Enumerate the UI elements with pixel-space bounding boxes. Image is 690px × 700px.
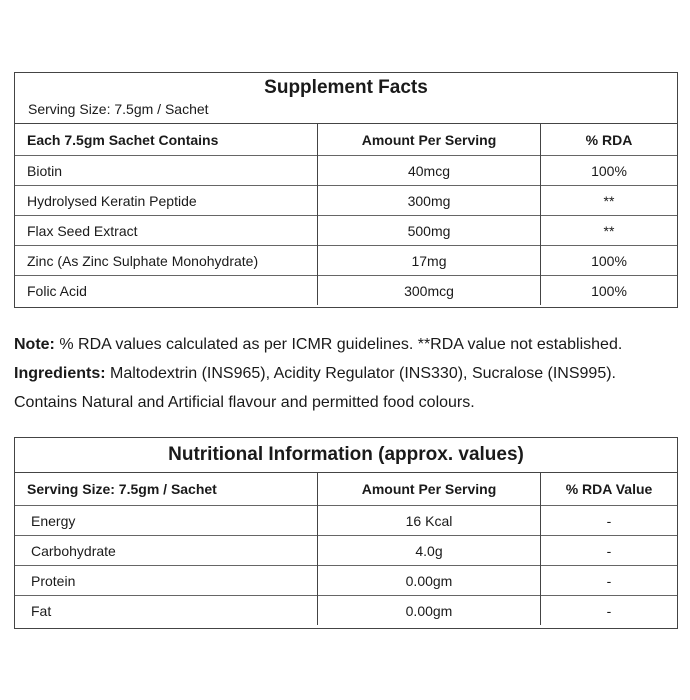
table-row <box>15 186 677 216</box>
column-header-amount: Amount Per Serving <box>318 124 541 156</box>
note-text: % RDA values calculated as per ICMR guidelines. **RDA value not established. <box>54 336 623 353</box>
ingredient-rda: 100% <box>541 246 678 276</box>
table-row <box>15 216 677 246</box>
ingredient-rda: 100% <box>541 276 678 306</box>
column-header-rda: % RDA <box>541 124 678 156</box>
ingredient-name: Zinc (As Zinc Sulphate Monohydrate) <box>15 246 318 276</box>
note-label: Note: <box>14 336 55 353</box>
ingredient-amount: 40mcg <box>318 156 541 186</box>
supplement-facts-header <box>15 73 677 124</box>
nutritional-information-title: Nutritional Information (approx. values) <box>15 438 677 473</box>
contains-line: Contains Natural and Artificial flavour and permitted food colours. <box>14 394 475 411</box>
ingredient-name: Biotin <box>15 156 318 186</box>
table-row <box>15 506 677 536</box>
table-header-row <box>15 124 677 156</box>
ingredient-amount: 300mcg <box>318 276 541 306</box>
ingredients-label: Ingredients: <box>14 365 106 382</box>
ingredient-rda: ** <box>541 186 678 216</box>
nutrient-name: Energy <box>15 506 318 536</box>
nutrient-name: Protein <box>15 566 318 596</box>
nutrient-name: Carbohydrate <box>15 536 318 566</box>
ingredients-text: Maltodextrin (INS965), Acidity Regulator (INS330), Sucralose (INS995). <box>105 365 616 382</box>
table-row <box>15 566 677 596</box>
serving-size-label: Serving Size: 7.5gm / Sachet <box>28 101 209 117</box>
nutrient-amount: 4.0g <box>318 536 541 566</box>
nutrient-rda: - <box>541 506 678 536</box>
nutritional-information-table <box>15 473 677 625</box>
nutrient-amount: 0.00gm <box>318 596 541 626</box>
supplement-facts-panel <box>14 72 678 308</box>
nutrient-amount: 16 Kcal <box>318 506 541 536</box>
ingredient-rda: ** <box>541 216 678 246</box>
ingredient-name: Hydrolysed Keratin Peptide <box>15 186 318 216</box>
ingredients-line <box>14 359 684 388</box>
table-row <box>15 596 677 626</box>
rda-note <box>14 330 684 359</box>
column-header-contents: Each 7.5gm Sachet Contains <box>27 131 219 148</box>
ingredient-amount: 300mg <box>318 186 541 216</box>
supplement-facts-title: Supplement Facts <box>264 77 428 98</box>
nutrient-rda: - <box>541 596 678 626</box>
ingredient-name: Flax Seed Extract <box>15 216 318 246</box>
table-row <box>15 246 677 276</box>
column-header-rda-value: % RDA Value <box>541 473 678 506</box>
table-row <box>15 156 677 186</box>
ingredient-name: Folic Acid <box>15 276 318 306</box>
supplement-facts-table <box>15 124 677 305</box>
table-header-row <box>15 473 677 506</box>
ingredient-amount: 500mg <box>318 216 541 246</box>
column-header-serving-size: Serving Size: 7.5gm / Sachet <box>27 481 217 497</box>
nutrient-rda: - <box>541 566 678 596</box>
ingredient-amount: 17mg <box>318 246 541 276</box>
nutrient-name: Fat <box>15 596 318 626</box>
table-row <box>15 276 677 306</box>
notes-section <box>14 330 684 417</box>
nutrient-rda: - <box>541 536 678 566</box>
nutritional-information-panel <box>14 437 678 629</box>
column-header-amount: Amount Per Serving <box>318 473 541 506</box>
ingredient-rda: 100% <box>541 156 678 186</box>
nutrient-amount: 0.00gm <box>318 566 541 596</box>
table-row <box>15 536 677 566</box>
